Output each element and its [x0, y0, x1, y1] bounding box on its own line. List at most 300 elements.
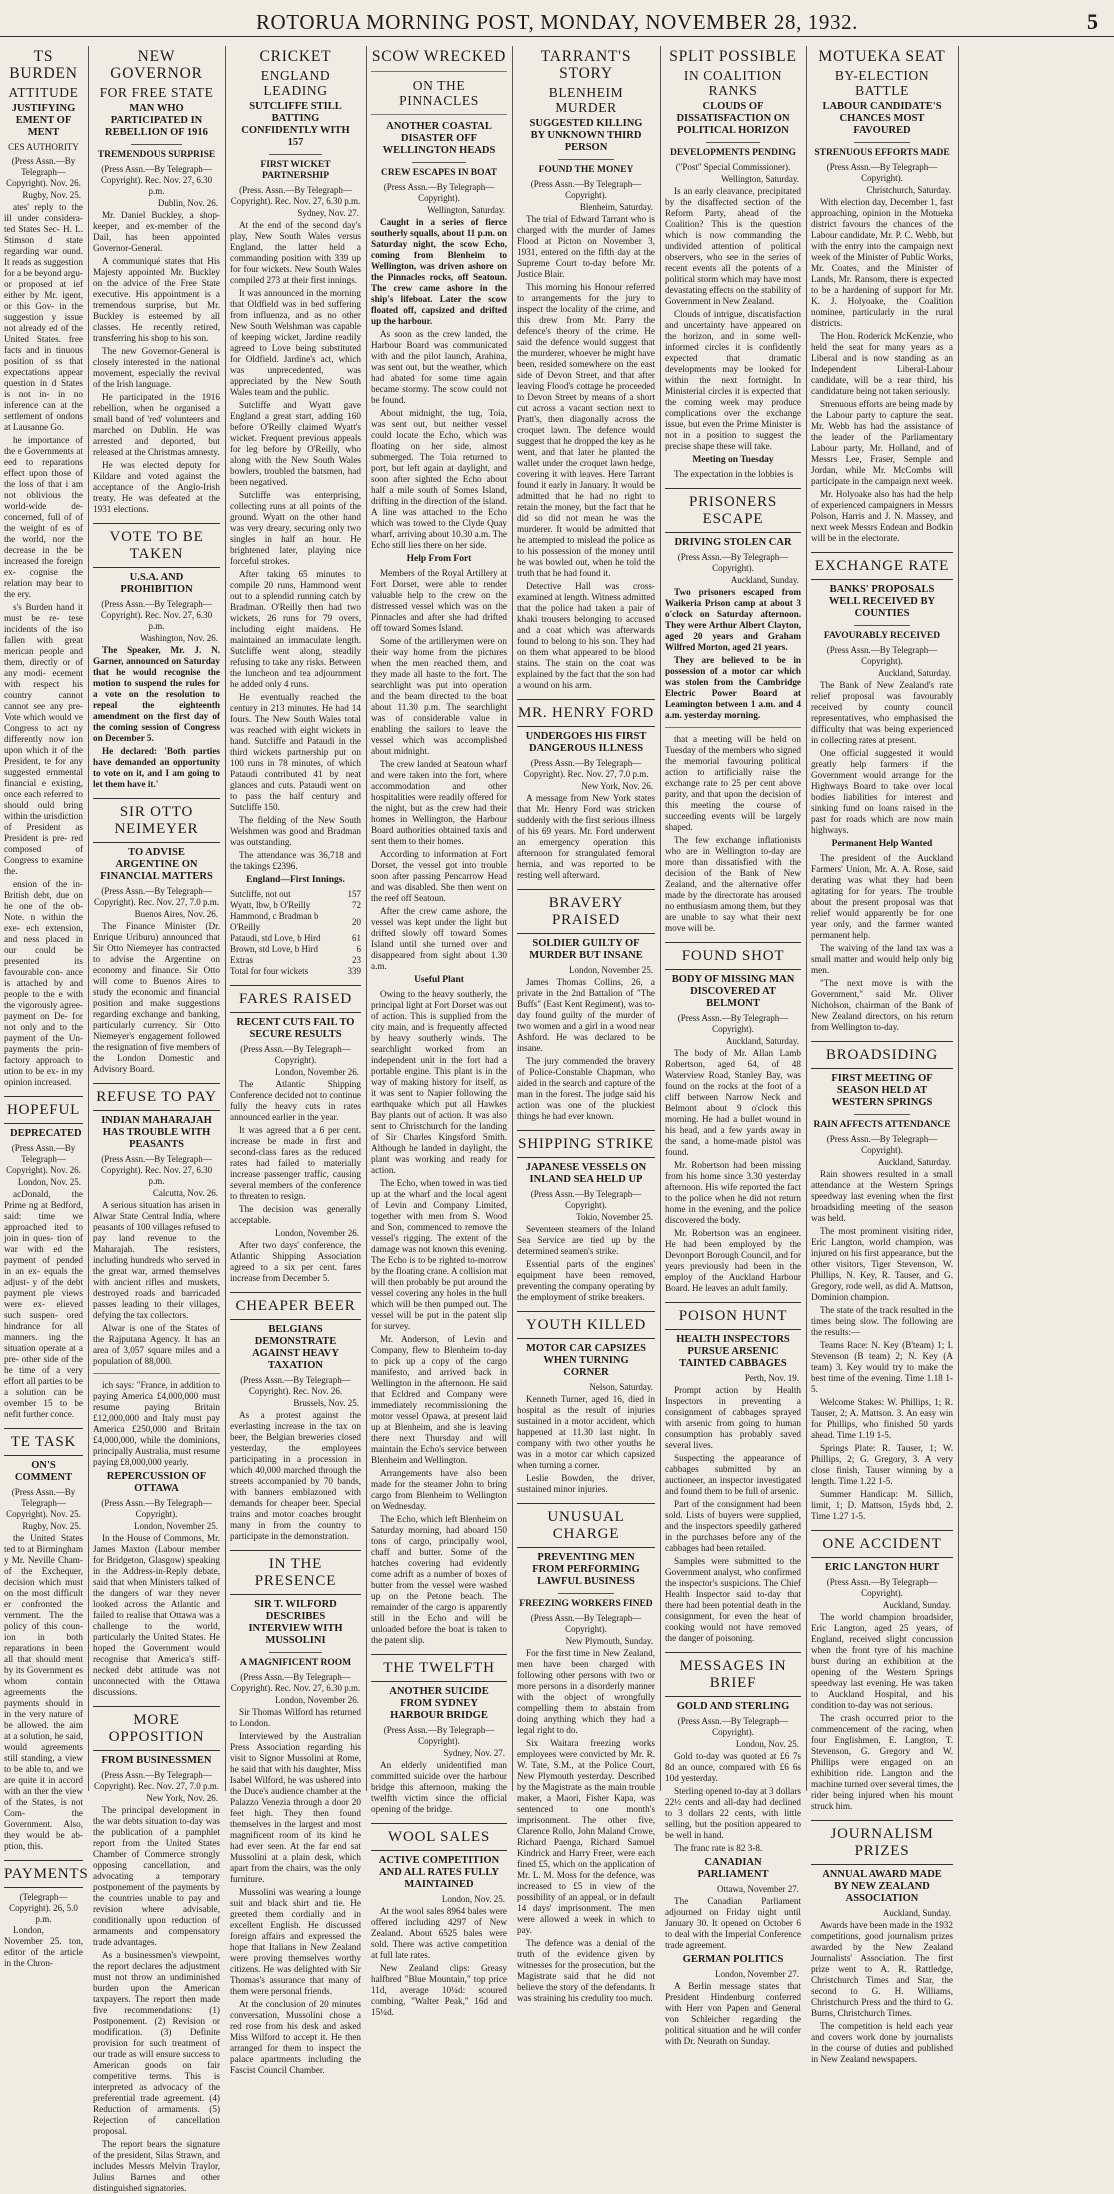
- runs: 6: [356, 944, 361, 954]
- press-credit: (Press Assn.—By Telegraph—Copyright).: [826, 645, 938, 666]
- section-headline: SIR OTTO NEIMEYER: [93, 798, 220, 843]
- deck: BODY OF MISSING MAN DISCOVERED AT BELMONT: [671, 974, 795, 1009]
- paragraph: As a protest against the everlasting increase in the tax on beer, the Belgian breweries closed yesterday, the employees participating in a procession in which 40,000 marched through the streets accompanied by 70 bands, with banners emblazoned with demands for cheaper beer. Special trains and motor coaches brought many in from the country to participate in the demonstration.: [230, 1410, 361, 1541]
- runs: 72: [352, 900, 361, 910]
- dateline: London, Nov. 25.: [441, 1894, 505, 1904]
- deck: SIR T. WILFORD DESCRIBES INTERVIEW WITH MUSSOLINI: [248, 1599, 343, 1646]
- section-headline: CHEAPER BEER: [230, 1292, 361, 1320]
- dateline: Dublin, Nov. 26.: [157, 198, 218, 208]
- press-credit: (Press Assn.—By Telegraph—Copyright). Rec. Nov. 27, 6.30 p.m.: [100, 1154, 213, 1186]
- crosshead: Useful Plant: [414, 975, 464, 985]
- crosshead: FREEZING WORKERS FINED: [519, 1599, 653, 1609]
- dateline: Nelson, Saturday.: [589, 1382, 653, 1392]
- paragraph: The few exchange inflationists who are in Wellington to-day are more than dissatisfied with the decision of the Bank of New Zealand, and the alternative offer made by the directorate has aroused no enthusiasm among them, but they are unable to say what their next move will be.: [665, 835, 801, 933]
- deck: DRIVING STOLEN CAR: [674, 537, 792, 548]
- paragraph: This morning his Honour referred to arrangements for the jury to inspect the locality of the crime, and this drew from Mr. Parry the defence's theory of the crime. He said the defence would suggest that the murderer, whoever he might have been, resided somewhere on the east side of Devon Street, and that after leaving Flood's cottage he proceeded to Devon Street by means of a short cut across a vacant section next to Pratt's, then diagonally across the croquet lawn. The defence would suggest that he dropped the key as he went, and that later he planted the wallet under the croquet lawn hedge, covering it with leaves. Here Tarrant found it early in January. It would be admitted that he had no right to retain the money, but the fact that he did so did not mean he was the murderer. It would be admitted that he attempted to mislead the police as to his possession of the money until he was bowled out, when he told the truth that he had found it.: [517, 282, 655, 578]
- press-credit: (Press Assn.—By Telegraph—Copyright).: [826, 1577, 938, 1598]
- press-credit: CES AUTHORITY: [8, 142, 79, 152]
- column-5: [513, 46, 659, 2003]
- subheadline: BLENHEIM MURDER: [548, 85, 624, 115]
- crosshead: CREW ESCAPES IN BOAT: [380, 168, 498, 178]
- headline: MOTUEKA SEAT: [818, 48, 946, 65]
- paragraph: He participated in the 1916 rebellion, when he organised a small band of 'red' volunteers and marched on Dublin. He was arrested and deported, but released at the Christmas amnesty.: [93, 392, 220, 457]
- press-credit: (Press Assn.—By Telegraph—Copyright).: [240, 1044, 351, 1065]
- lead-paragraph: He declared: 'Both parties have demanded an opportunity to vote on it, and I am going to let them have it.': [93, 746, 220, 789]
- section-headline: WOOL SALES: [371, 1823, 507, 1851]
- paragraph: Some of the artillerymen were on their way home from the pictures when the men reached them, and they made all haste to the fort. The searchlight was put into operation and the beam directed to the boat about 11.30 p.m. The searchlight was of considerable value in enabling the sailors to leave the vessel which was accomplished about midnight.: [371, 636, 507, 756]
- runs: 339: [347, 966, 361, 976]
- paragraph: Springs Plate: R. Tauser, 1; W. Phillips, 2; G. Gregory, 3. A very close finish, Tauser winning by a length. Time 1.22 1-5.: [811, 1443, 953, 1486]
- headline: CRICKET: [259, 48, 332, 65]
- batsman: Brown, std Love, b Hird: [230, 944, 318, 954]
- section-headline: PAYMENTS: [4, 1860, 83, 1888]
- paragraph: He eventually reached the century in 213 minutes. He had 14 fours. The New South Wales total was reached with eight wickets in hand. Sutcliffe and Pataudi in the third wickets partnership put on 100 runs in 78 minutes, of which Pataudi contributed 41 by neat glances and cuts. Pataudi went on to pass the half century and Sutcliffe 150.: [230, 692, 361, 812]
- paragraph: ich says: "France, in addition to paying America £4,000,000 must resume paying Britain £12,000,000 and Italy must pay America £250,000 and Britain £4,000,000, while the dominions, principally Australia, must resume paying £8,000,000 yearly.: [93, 1380, 220, 1467]
- paragraph: Sir Thomas Wilford has returned to London.: [230, 1707, 361, 1728]
- paragraph: A serious situation has arisen in Alwar State Central India, where peasants of 100 villages refused to pay land revenue to the Maharajah. The resisters, including hundreds who served in the great war, armed themselves with ancient rifles and muskets, destroyed roads and barricaded passes leading to their villages, defying the tax collectors.: [93, 1200, 220, 1320]
- paragraph: Samples were submitted to the Government analyst, who confirmed the inspector's suspicions. The Chief Health Inspector said to-day that there had been potential death in the consignment, for even the heat of cooking would not have removed the danger of poisoning.: [665, 1556, 801, 1643]
- column-1: [0, 46, 89, 1968]
- section-headline: BROADSIDING: [811, 1041, 953, 1069]
- divider: [93, 1373, 220, 1374]
- paragraph: Leslie Bowden, the driver, sustained minor injuries.: [517, 1473, 655, 1494]
- column-4: [367, 46, 511, 2017]
- paragraph: Prompt action by Health Inspectors in preventing a consignment of cabbages sprayed with arsenic from going to human consumption has probably saved several lives.: [665, 1385, 801, 1450]
- lead-paragraph: Caught in a series of fierce southerly squalls, about 11 p.m. on Saturday night, the scow Echo, coming from Blenheim to Wellington, was driven ashore on the Pinnacles rocks, off Seatoun. The crew came ashore in the ship's lifeboat. Later the scow floated off, capsized and drifted up the harbour.: [371, 217, 507, 326]
- lead-paragraph: They are believed to be in possession of a motor car which was stolen from the Cambridge Electric Power Board at Leamington between 1 a.m. and 4 a.m. yesterday morning.: [665, 655, 801, 720]
- press-credit: ("Post" Special Commissioner).: [675, 162, 791, 172]
- deck: MAN WHO PARTICIPATED IN REBELLION OF 1916: [105, 103, 208, 138]
- subheadline: FOR FREE STATE: [99, 85, 214, 100]
- divider: [665, 727, 801, 728]
- page-number: 5: [1087, 9, 1098, 34]
- paragraph: London, November 25. ton, editor of the article in the Chron-: [4, 1925, 83, 1968]
- masthead-title: ROTORUA MORNING POST, MONDAY, NOVEMBER 28, 1932.: [255, 10, 859, 34]
- divider: [558, 159, 613, 160]
- headline: SPLIT POSSIBLE: [669, 48, 797, 65]
- press-credit: (Press Assn.—By Telegraph—Copyright). Nov. 25.: [6, 1487, 81, 1519]
- section-headline: MR. HENRY FORD: [517, 699, 655, 727]
- paragraph: The attendance was 36,718 and the takings £2396.: [230, 850, 361, 871]
- press-credit: (Press Assn.—By Telegraph—Copyright). Nov. 26.: [6, 156, 81, 188]
- deck: LABOUR CANDIDATE'S CHANCES MOST FAVOURED: [822, 101, 942, 136]
- press-credit: (Press Assn.—By Telegraph—Copyright). Rec. Nov. 27, 6.30 p.m.: [230, 1672, 361, 1693]
- paragraph: that a meeting will be held on Tuesday of the members who signed the memorial favouring political action to artificially raise the exchange rate to 25 per cent above parity, and that upon the decision of this meeting the course of succeeding events will be largely shaped.: [665, 734, 801, 832]
- paragraph: Strenuous efforts are being made by the Labour party to capture the seat. Mr. Webb has had the assistance of the leader of the Parliamentary Labour party, Mr. Holland, and of Messrs Lee, Fraser, Semple and Jordan, while Mr. McCombs will participate in the campaign next week.: [811, 399, 953, 486]
- press-credit: (Press Assn.—By Telegraph—Copyright). Rec. Nov. 27, 6.30 p.m.: [100, 599, 213, 631]
- dateline: Buenos Aires, Nov. 26.: [134, 909, 218, 919]
- deck: SUGGESTED KILLING BY UNKNOWN THIRD PERSON: [529, 118, 643, 153]
- deck: ANOTHER SUICIDE FROM SYDNEY HARBOUR BRIDGE: [389, 1686, 489, 1721]
- crosshead: STRENUOUS EFFORTS MADE: [814, 148, 950, 158]
- paragraph: Part of the consignment had been sold. Lists of buyers were supplied, and the inspectors speedily gathered in the purchases before any of the cabbages had been retailed.: [665, 1499, 801, 1553]
- paragraph: As a businessmen's viewpoint, the report declares the adjustment must not throw an undiminished burden upon the American taxpayers. The report then made five recommendations: (1) Postponement. (2) Revision or modification. (3) Definite provision for such treatment of our trade as will ensure success to American goods on fair competitive terms. This is interpreted as advocacy of the preferential trade agreement. (4) Reduction of armaments. (5) Rejection of cancellation proposal.: [93, 1950, 220, 2136]
- press-credit: (Press Assn.—By Telegraph—Copyright). Rec. Nov. 26.: [240, 1375, 351, 1396]
- paragraph: Sutcliffe was enterprising, collecting runs at all points of the ground. Wyatt on the other hand was very dreary, securing only two singles in half an hour. He brightened later, playing nice forceful strokes.: [230, 490, 361, 566]
- paragraph: Alwar is one of the States of the Rajputana Agency. It has an area of 3,057 square miles and a population of 88,000.: [93, 1323, 220, 1366]
- paragraph: acDonald, the Prime ng at Bedford, said: time we approached ited to join in ques- tion of war with ed the payment of pended in an ex- equals the adjust- y of the debt payment ple views were ex- elieved such suspen- ored hindrance for all manners. ing the situation operate at a pre- other side of the he time of a very effort all parties to be a solution can be ovember 15 to be nefit further conce.: [4, 1189, 83, 1419]
- section-headline: EXCHANGE RATE: [811, 552, 953, 580]
- column-2: [89, 46, 224, 2193]
- deck: INDIAN MAHARAJAH HAS TROUBLE WITH PEASANTS: [101, 1115, 212, 1150]
- deck: PREVENTING MEN FROM PERFORMING LAWFUL BUSINESS: [532, 1552, 640, 1587]
- dateline: Auckland, Sunday.: [882, 1908, 951, 1918]
- press-credit: (Press Assn.—By Telegraph—Copyright).: [826, 1134, 938, 1155]
- section-headline: HOPEFUL: [4, 1096, 83, 1124]
- dateline: Rugby, Nov. 25.: [22, 1521, 81, 1531]
- paragraph: Teams Race: N. Key (B'team) 1; I. Stevenson (B team) 2; N. Key (A team) 3. Key would try to make the best time of the evening. Time 1.18 1-5.: [811, 1340, 953, 1394]
- paragraph: New Zealand clips: Greasy halfbred "Blue Mountain," top price 11d, average 10¼d: scoured combing, "Walter Peak," 16d and 15¼d.: [371, 1963, 507, 2017]
- deck: HEALTH INSPECTORS PURSUE ARSENIC TAINTED CABBAGES: [676, 1334, 790, 1369]
- deck: RECENT CUTS FAIL TO SECURE RESULTS: [236, 1017, 355, 1040]
- press-credit: (Press Assn.—By Telegraph—Copyright). Rec. Nov. 27, 6.30 p.m.: [100, 164, 213, 196]
- divider: [854, 625, 911, 626]
- dateline: Rugby, Nov. 25.: [22, 190, 81, 200]
- paragraph: In the House of Commons, Mr. James Maxton (Labour member for Bridgeton, Glasgow) speaking in the Address-in-Reply debate, said that when Ministers talked of the dangers of war they never looked across the Atlantic and failed to realise that Ottawa was a challenge to the world, particularly the United States. He hoped the Government would recognise that America's stiff-necked debt attitude was not unconnected with the Ottawa discussions.: [93, 1533, 220, 1697]
- paragraph: Welcome Stakes: W. Phillips, 1; R. Tauser, 2; A. Mattson. 3. An easy win for Phillips, who finished 50 yards ahead. Time 1.19 1-5.: [811, 1397, 953, 1440]
- paragraph: The competition is held each year and covers work done by journalists in the course of duties and published in New Zealand newspapers.: [811, 2021, 953, 2064]
- press-credit: (Press Assn.—By Telegraph—Copyright). Rec. Nov. 27, 7.0 p.m.: [94, 1770, 219, 1791]
- dateline: Auckland, Sunday.: [730, 575, 799, 585]
- paragraph: The waiving of the land tax was a small matter and would help only big men.: [811, 943, 953, 975]
- paragraph: The Echo, which left Blenheim on Saturday morning, had aboard 150 tons of cargo, principally wool, chaff and butter. Some of the hatches covering had evidently come adrift as a number of boxes of butter from the vessel were washed up on the Petone beach. The remainder of the cargo is apparently still in the Echo and will be unloaded before the boat is taken to the patent slip.: [371, 1514, 507, 1645]
- paragraph: Rain showers resulted in a small attendance at the Western Springs speedway last evening when the first broadsiding meeting of the season was held.: [811, 1169, 953, 1223]
- paragraph: The new Governor-General is closely interested in the national movement, especially the revival of the Irish language.: [93, 346, 220, 389]
- crosshead: RAIN AFFECTS ATTENDANCE: [813, 1120, 951, 1130]
- deck: JUSTIFYING EMENT OF MENT: [11, 103, 76, 138]
- dateline: Christchurch, Saturday.: [866, 185, 951, 195]
- paragraph: An elderly unidentified man committed suicide over the harbour bridge this afternoon, making the twelfth victim since the official opening of the bridge.: [371, 1760, 507, 1814]
- deck: MOTOR CAR CAPSIZES WHEN TURNING CORNER: [526, 1343, 646, 1378]
- press-credit: (Telegraph—Copyright). 26, 5.0 p.m.: [9, 1892, 78, 1924]
- paragraph: The principal development in the war debts situation to-day was the publication of a pamphlet report from the United States Chamber of Commerce strongly opposing cancellation, and advocating a temporary postponement of the payments by the countries unable to pay and revision where advisable, conditionally upon reduction of armaments and compensatory trade advantages.: [93, 1805, 220, 1947]
- deck: DEPRECATED: [10, 1128, 82, 1139]
- column-7: [807, 46, 957, 2064]
- dateline: London, November 27.: [715, 1969, 799, 1979]
- crosshead: Permanent Help Wanted: [831, 839, 933, 849]
- paragraph: The Canadian Parliament adjourned on Friday night until January 30. It opened on October 6 to deal with the Imperial Conference trade agreement.: [665, 1896, 801, 1950]
- paragraph: A Berlin message states that President Hindenburg conferred with Herr von Papen and General von Schleicher regarding the political situation and he will confer with Dr. Neurath on Sunday.: [665, 1981, 801, 2046]
- paragraph: With election day, December 1, fast approaching, opinion in the Motueka district favours the chances of the Labour candidate, Mr. P. C. Webb, but with the entry into the campaign next week of the Minister of Public Works, Mr. Coates, and the Minister of Lands, Mr. Ransom, there is expected to be a hardening of support for Mr. K. J. Holyoake, the Coalition nominee, particularly in the rural districts.: [811, 197, 953, 328]
- paragraph: Six Waitara freezing works employees were convicted by Mr. R. W. Tate, S.M., at the Police Court, New Plymouth yesterday. Described by the Magistrate as the main trouble maker, a Maori, Fisher Kapa, was sentenced to one month's imprisonment. The other five, Clarence Rollo, John Maland Crowe, Richard Paenga, Richard Samuel Kindrick and Harry Freer, were each fined £5, which on the application of Mr. L. M. Moss for the defence, was increased to £5 in view of the possibility of an appeal, or in default 14 days' imprisonment. The men were allowed a week in which to pay.: [517, 1738, 655, 1935]
- paragraph: As soon as the crew landed, the Harbour Board was communicated with and the pilot launch, Arahina, was sent out, but the weather, which had abated for some time again became stormy. The scow could not be found.: [371, 329, 507, 405]
- lead-paragraph: Two prisoners escaped from Waikeria Prison camp at about 3 o'clock on Saturday afternoon. They were Arthur Albert Clayton, aged 20 years and Graham Wilfred Morton, aged 21 years.: [665, 587, 801, 652]
- paragraph: ension of the in- British debt, due on he one of the ob- Note. n within the exe- ech extension, and ness placed in our could be presented its favourable con- ance is attached by and people to the e with the vigorously agree- payment on De- for not only and to the payment of the Un- payments the prin- factory approach to ution to be ex- in my opinion increased.: [4, 879, 83, 1087]
- subheadline: BY-ELECTION BATTLE: [834, 68, 930, 98]
- press-credit: (Press Assn.—By Telegraph—Copyright).: [826, 162, 938, 183]
- dateline: Perth, Nov. 19.: [744, 1373, 799, 1383]
- section-headline: JOURNALISM PRIZES: [811, 1820, 953, 1865]
- divider: [371, 71, 507, 72]
- paragraph: The Echo, when towed in was tied up at the wharf and the local agent of Levin and Company Limited, together with men from S. Wood and Son, commenced to remove the vessel's rigging. The extent of the damage was not known this evening. The Echo is to be righted to-morrow by the floating crane. A collision mat will then probably be put around the vessel covering any holes in the hull which will be then pumped out. The vessel will be put in the patent slip for survey.: [371, 1178, 507, 1331]
- deck: BELGIANS DEMONSTRATE AGAINST HEAVY TAXATION: [252, 1324, 339, 1371]
- dateline: New Plymouth, Sunday.: [565, 1636, 653, 1646]
- paragraph: Arrangements have also been made for the steamer John to bring cargo from Blenheim to Wellington on Wednesday.: [371, 1468, 507, 1511]
- crosshead: Meeting on Tuesday: [692, 455, 774, 465]
- crosshead: FIRST WICKET PARTNERSHIP: [260, 160, 331, 181]
- deck: CANADIAN PARLIAMENT: [697, 1857, 769, 1880]
- scorecard-row: [230, 933, 361, 944]
- columns: [0, 46, 1114, 2193]
- deck: ACTIVE COMPETITION AND ALL RATES FULLY MAINTAINED: [378, 1855, 500, 1890]
- press-credit: (Press Assn.—By Telegraph—Copyright).: [530, 1613, 642, 1634]
- paragraph: For the first time in New Zealand, men have been charged with following other persons with two or more persons in a disorderly manner with the object of wrongfully compelling them to abstain from doing anything which they had a legal right to do.: [517, 1648, 655, 1735]
- batsman: Sutcliffe, not out: [230, 889, 291, 899]
- section-headline: MORE OPPOSITION: [93, 1706, 220, 1751]
- paragraph: Mr. Holyoake also has had the help of experienced campaigners in Messrs Polson, Harris and J. N. Massey, and next week Messrs Endean and Bodkin will be in the electorate.: [811, 489, 953, 543]
- paragraph: The Bank of New Zealand's rate relief proposal was favourably received by county council representatives, who emphasised the difficulty that was being experienced in collecting rates at present.: [811, 680, 953, 745]
- section-headline: ONE ACCIDENT: [811, 1530, 953, 1558]
- dateline: Brussels, Nov. 25.: [293, 1398, 359, 1408]
- section-headline: FARES RAISED: [230, 985, 361, 1013]
- headline: TS BURDEN: [9, 48, 78, 82]
- paragraph: The Hon. Roderick McKenzie, who held the seat for many years as a Liberal and is now standing as an Independent Liberal-Labour candidate, will be a rear third, his candidature being not taken seriously.: [811, 331, 953, 396]
- divider: [131, 144, 182, 145]
- crosshead: DEVELOPMENTS PENDING: [670, 148, 796, 158]
- paragraph: The Atlantic Shipping Conference decided not to continue fully the heavy cuts in rates announced earlier in the year.: [230, 1079, 361, 1122]
- press-credit: (Press Assn.—By Telegraph—Copyright). Nov. 26.: [6, 1143, 81, 1175]
- subheadline: ON THE PINNACLES: [399, 78, 479, 108]
- scorecard-row: [230, 889, 361, 900]
- paragraph: James Thomas Collins, 26, a private in the 2nd Battalion of "The Buffs" (East Kent Regiment), was to-day found guilty of the murder of two women and a girl in a wood near Ashford. He was declared to be insane.: [517, 977, 655, 1053]
- paragraph: At the conclusion of 20 minutes conversation, Mussolini chose a red rose from his desk and asked Miss Wilford to accept it. He then arranged for them to inspect the palace apartments including the Fascist Council Chamber.: [230, 1999, 361, 2075]
- paragraph: Mr. Robertson was an engineer. He had been employed by the Devonport Borough Council, and for years previously had been in the employ of the Auckland Harbour Board. He leaves an adult family.: [665, 1228, 802, 1293]
- divider: [269, 154, 321, 155]
- masthead: [0, 6, 1114, 37]
- paragraph: It was announced in the morning that Oldfield was in bed suffering from influenza, and as no other New South Welshman was capable of keeping wicket, Jardine readily agreed to Love being substituted for Oldfield. Jardine's act, which was unprecedented, was appreciated by the New South Wales team and the public.: [230, 288, 361, 397]
- dateline: Blenheim, Saturday.: [579, 202, 653, 212]
- deck: GERMAN POLITICS: [682, 1954, 784, 1965]
- paragraph: Awards have been made in the 1932 competitions, good journalism prizes awarded by the New Zealand Journalists' Association. The first prize went to A. R. Rattledge, Christchurch Times and Star, the second to G. H. Williams, Christchurch Press and the third to G. Burns, Christchurch Times.: [811, 1920, 953, 2018]
- batsman: Wyatt, lbw, b O'Reilly: [230, 900, 311, 910]
- deck: TO ADVISE ARGENTINE ON FINANCIAL MATTERS: [100, 847, 213, 882]
- crosshead: TREMENDOUS SURPRISE: [97, 150, 216, 160]
- paragraph: A message from New York states that Mr. Henry Ford was stricken suddenly with the first serious illness of his 69 years. Mr. Ford underwent an emergency operation this afternoon for strangulated femoral hernia, and was reported to be resting well afterward.: [517, 793, 655, 880]
- paragraph: The most prominent visiting rider, Eric Langton, world champion, was injured on his first appearance, but the other visitors, Tiger Stevenson, W. Phillips, N. Key, R. Tauser, and G. Gregory, rode well, as did A. Mattson, Dominion champion.: [811, 1226, 953, 1302]
- press-credit: (Press Assn.—By Telegraph—Copyright).: [530, 1189, 642, 1210]
- dateline: Wellington, Saturday.: [721, 174, 799, 184]
- paragraph: He was elected deputy for Kildare and voted against the acceptance of the Anglo-Irish treaty. He was defeated at the 1931 elections.: [93, 460, 220, 514]
- section-headline: THE TWELFTH: [371, 1654, 507, 1682]
- deck: ON'S COMMENT: [14, 1460, 73, 1483]
- column-3: [226, 46, 365, 2075]
- scorecard-row: [230, 966, 361, 977]
- paragraph: About midnight, the tug, Toia, was sent out, but neither vessel could locate the Echo, which was floating on her side, almost submerged. The Toia returned to port, but left again at daylight, and soon after sighted the Echo about half a mile south of Somes Island, drifting in the direction of the island. A line was attached to the Echo which was towed to the Clyde Quay wharf, arriving about 10.30 a.m. The Echo still lies there on her side.: [371, 408, 507, 550]
- paragraph: Mr. Daniel Buckley, a shop-keeper, and ex-member of the Dail, has been appointed Governor-General.: [93, 210, 220, 253]
- deck: GOLD AND STERLING: [676, 1701, 790, 1712]
- subheadline: ENGLAND LEADING: [260, 68, 331, 98]
- divider: [706, 142, 760, 143]
- paragraph: The world champion broadsider, Eric Langton, aged 25 years, of England, received slight concussion when the front tyre of his machine burst during an exhibition at the opening of the Western Springs speedway last evening. He was taken to Auckland Hospital, and his condition to-day was not serious.: [811, 1612, 953, 1710]
- divider: [269, 1652, 321, 1653]
- dateline: Auckland, Saturday.: [725, 1036, 799, 1046]
- dateline: London, November 26.: [275, 1228, 359, 1238]
- paragraph: Mr. Robertson had been missing from his home since 3.30 yesterday afternoon. His wife reported the fact to the police when he did not return home in the evening, and the police discovered the body.: [665, 1160, 801, 1225]
- paragraph: he importance of the e Governments at eed to reparations effect upon those of the loss of that i am not oblivious the world-wide de- concerned, full of of the weight of es of the world, nor the decrease in the be increased the foreign ex- cognise the relation may bear to the ery.: [4, 435, 83, 599]
- scorecard-row: [230, 944, 361, 955]
- paragraph: The body of Mr. Allan Lamb Robertson, aged 64, of 48 Waterview Road, Stanley Bay, was found on the rocks at the foot of a cliff between Narrow Neck and Belmont about 9 o'clock this morning. He had a bullet wound in his head, and a few yards away in the sand, a home-made pistol was found.: [665, 1048, 801, 1157]
- paragraph: The fielding of the New South Welshmen was good and Bradman was outstanding.: [230, 815, 361, 847]
- paragraph: The trial of Edward Tarrant who is charged with the murder of James Flood at Picton on November 3, 1931, entered on the fifth day at the Supreme Court to-day before Mr. Justice Blair.: [517, 214, 655, 279]
- paragraph: the United States ted to at Birmingham y Mr. Neville Cham- of the Exchequer, decision which must on the most difficult er confronted the vernment. The the policy of this coun- ion in both reparations in been all that should ment by its Government es whom contain agreements the payments should in in the very nature of be allowed. the aim at a solution, he said, would agreements still standing, a view to be able to, and we are quite it in accord with an ther the view of the States, is not Com- the Government. Also, they would be ab- ption, this.: [4, 1533, 83, 1851]
- deck: JAPANESE VESSELS ON INLAND SEA HELD UP: [525, 1162, 647, 1185]
- runs: 61: [352, 933, 361, 943]
- paragraph: s's Burden hand it must be re- tese incidents of the iso fallen with great merican people and them, directly or of any modi- ecement with respect his country cannot cannot see any pre- Vote which would ve Congress to act ny differently now ion upon which it of the President, te for any suggested ernmental financial e existing, once each referred to should ould bring within the urisdiction of President as President is pre- red composed of Congress to examine the.: [4, 602, 83, 876]
- paragraph: Mussolini was wearing a lounge suit and black shirt and tie. He greeted them cordially and in excellent English. He discussed foreign affairs and expressed the hope that Italians in New Zealand were proving themselves worthy citizens. He was delighted with Sir Thomas's assurance that many of them were personal friends.: [230, 1887, 361, 1996]
- dateline: Auckland, Sunday.: [882, 1600, 951, 1610]
- crosshead: Help From Fort: [406, 554, 472, 564]
- dateline: Sydney, Nov. 27.: [297, 208, 359, 218]
- paragraph: After the crew came ashore, the vessel was kept under the light but drifted slowly off toward Somes Island until she turned over and disappeared from sight about 1.30 a.m.: [371, 906, 507, 971]
- paragraph: After two days' conference, the Atlantic Shipping Association agreed to a six per cent. fares increase from December 5.: [230, 1240, 361, 1283]
- column-6: [661, 46, 805, 2046]
- section-headline: PRISONERS ESCAPE: [665, 488, 801, 533]
- press-credit: (Press Assn.—By Telegraph—Copyright).: [677, 1716, 789, 1737]
- section-headline: YOUTH KILLED: [517, 1311, 655, 1339]
- paragraph: Gold to-day was quoted at £6 7s 8d an ounce, compared with £6 6s 10d yesterday.: [665, 1751, 801, 1783]
- dateline: Sydney, Nov. 27.: [443, 1748, 505, 1758]
- paragraph: Essential parts of the engines' equipment have been removed, preventing the company operating by the employment of strike breakers.: [517, 1259, 655, 1302]
- paragraph: The crash occurred prior to the commencement of the racing, when four Englishmen, E. Langton, T. Stevenson, G. Gregory and W. Phillips were engaged on an exhibition ride. Langton and the machine turned over several times, the rider being injured when his mount struck him.: [811, 1713, 953, 1811]
- section-headline: MESSAGES IN BRIEF: [665, 1652, 801, 1697]
- paragraph: Mr. Anderson, of Levin and Company, flew to Blenheim to-day to pick up a copy of the cargo manifesto, and arrived back in Wellington in the afternoon. He said that Ecldred and Company were immediately recommissioning the motor vessel Opawa, at present laid up at Blenheim, and she is leaving there next Thursday and will maintain the Echo's service between Blenheim and Wellington.: [371, 1334, 507, 1465]
- paragraph: Is an early cleavance, precipitated by the disaffected section of the Reform Party, ahead of the Coalition? This is the question which is now commanding the undivided attention of political observers, who see in the series of recent events all the potents of a political storm which may have most devastating effects on the stability of Government in New Zealand.: [665, 186, 802, 306]
- paragraph: After taking 65 minutes to compile 20 runs, Hammond went out to a splendid running catch by Bradman. O'Reilly then had two wickets, 26 runs for 79 overs, including eight maidens. He maintained an immaculate length. Sutcliffe went along, steadily refusing to take any risks. Between the luncheon and tea adjournment he added only 4 runs.: [230, 569, 361, 689]
- dateline: Wellington, Saturday.: [427, 205, 505, 215]
- crosshead: A MAGNIFICENT ROOM: [239, 1658, 352, 1668]
- paragraph: "The next move is with the Government," said Mr. Oliver Nicholson, chairman of the Bank of New Zealand directors, on his return from Wellington to-day.: [811, 978, 953, 1032]
- paragraph: The jury commended the bravery of Police-Constable Chapman, who aided in the search and capture of the man in the forest. The judge said his action was one of the pluckiest things he had ever known.: [517, 1056, 655, 1121]
- divider: [558, 1593, 613, 1594]
- deck: CLOUDS OF DISSATISFACTION ON POLITICAL HORIZON: [676, 101, 790, 136]
- paragraph: ates' reply to the ill under considera- ted States Sec- H. L. Stimson d state regarding war ound. It reads as suggestion for a be beyond argu- or proposed at ief either by Mr. igent, or this Gov- in the suggestion y issue not already ed of the United States. free facts and in tinuous position of ss that expectations appear question in d States is not in- in no inference can at the settlement of ondons at Lausanne Go.: [4, 202, 83, 432]
- deck: ANOTHER COASTAL DISASTER OFF WELLINGTON HEADS: [382, 121, 496, 156]
- dateline: New York, Nov. 26.: [581, 781, 653, 791]
- deck: SOLDIER GUILTY OF MURDER BUT INSANE: [529, 938, 643, 961]
- divider: [854, 1114, 911, 1115]
- dateline: Calcutta, Nov. 26.: [152, 1188, 218, 1198]
- press-credit: (Press Assn.—By Telegraph—Copyright).: [383, 182, 495, 203]
- press-credit: (Press. Assn.—By Telegraph—Copyright). Rec. Nov. 27, 6.30 p.m.: [230, 185, 361, 206]
- paragraph: The president of the Auckland Farmers' Union, Mr. A. A. Rose, said derating was what they had been agitating for for years. The trouble about the present proposal was that relief would apparently be for one year only, and the farmer wanted permanent help.: [811, 853, 953, 940]
- dateline: London, November 25.: [569, 965, 653, 975]
- section-headline: UNUSUAL CHARGE: [517, 1503, 655, 1548]
- paragraph: Seventeen steamers of the Inland Sea Service are tied up by the determined seamen's strike.: [517, 1224, 655, 1256]
- paragraph: At the end of the second day's play, New South Wales versus England, the latter held a commanding position with 339 up for four wickets. New South Wales compiled 273 at their first innings.: [230, 220, 361, 285]
- dateline: Washington, Nov. 26.: [140, 633, 218, 643]
- headline: SCOW WRECKED: [371, 48, 507, 65]
- batsman: Pataudi, std Love, b Hird: [230, 933, 321, 943]
- section-headline: REFUSE TO PAY: [93, 1083, 220, 1111]
- dateline: Auckland, Saturday.: [877, 1157, 951, 1167]
- batsman: Total for four wickets: [230, 966, 309, 976]
- section-headline: VOTE TO BE TAKEN: [93, 523, 220, 568]
- press-credit: (Press Assn.—By Telegraph—Copyright). Rec. Nov. 27, 7.0 p.m.: [523, 758, 649, 779]
- section-headline: TE TASK: [4, 1428, 83, 1456]
- press-credit: (Press Assn.—By Telegraph—Copyright).: [677, 552, 789, 573]
- press-credit: (Press Assn.—By Telegraph—Copyright).: [530, 179, 642, 200]
- paragraph: It was agreed that a 6 per cent. increase be made in first and second-class fares as the reduced rates had failed to materially increase passenger traffic, causing several members of the conference to threaten to resign.: [230, 1125, 361, 1201]
- paragraph: Summer Handicap: M. Sillich, limit, 1; D. Mattson, 15yds hbd, 2. Time 1.27 1-5.: [811, 1489, 953, 1521]
- batsman: Extras: [230, 955, 253, 965]
- deck: SUTCLIFFE STILL BATTING CONFIDENTLY WITH 157: [241, 101, 350, 148]
- runs: 23: [352, 955, 361, 965]
- batsman: Hammond, c Bradman b O'Reilly: [230, 911, 319, 932]
- deck: UNDERGOES HIS FIRST DANGEROUS ILLNESS: [525, 731, 647, 754]
- paragraph: Sterling opened to-day at 3 dollars 22½ cents and all-day had declined to 3 dollars 22 cents, with little selling, but the position appeared to be well in hand.: [665, 1786, 801, 1840]
- paragraph: The report bears the signature of the president, Silas Strawn, and includes Messrs Melvin Traylor, Julius Barnes and other distinguished signatories.: [93, 2139, 220, 2193]
- paragraph: The defence was a denial of the truth of the evidence given by witnesses for the prosecution, but the Magistrate said that he did not believe the story of the defendants. It was straining his credulity too much.: [517, 1938, 655, 2003]
- paragraph: According to information at Fort Dorset, the vessel got into trouble soon after passing Pencarrow Head and was disabled. She then went on the reef off Seatoun.: [371, 849, 507, 903]
- runs: 157: [347, 889, 361, 899]
- paragraph: Members of the Royal Artillery at Fort Dorset, were able to render valuable help to the crew on the distressed vessel which was on the Pinnacles and after she had drifted off toward Somes Island.: [371, 568, 507, 633]
- deck: FROM BUSINESSMEN: [101, 1755, 212, 1766]
- paragraph: Kenneth Turner, aged 16, died in hospital as the result of injuries sustained in a motor accident, which happened at 11.30 last night. In company with two other youths he was in a motor car which capsized when turning a corner.: [517, 1394, 655, 1470]
- runs: 20: [352, 916, 361, 927]
- scorecard-row: [230, 911, 361, 933]
- deck: ERIC LANGTON HURT: [824, 1562, 940, 1573]
- section-headline: BRAVERY PRAISED: [517, 889, 655, 934]
- dateline: London, November 25.: [134, 1521, 218, 1531]
- subheadline: ATTITUDE: [8, 85, 79, 100]
- deck: ANNUAL AWARD MADE BY NEW ZEALAND ASSOCIATION: [822, 1869, 942, 1904]
- dateline: London, Nov. 25.: [17, 1177, 81, 1187]
- dateline: New York, Nov. 26.: [146, 1793, 218, 1803]
- scorecard-row: [230, 955, 361, 966]
- dateline: Ottawa, November 27.: [717, 1884, 799, 1894]
- deck: FIRST MEETING OF SEASON HELD AT WESTERN SPRINGS: [831, 1073, 933, 1108]
- paragraph: At the wool sales 8964 bales were offered including 4297 of New Zealand. About 6525 bales were sold. There was active competition at full late rates.: [371, 1906, 507, 1960]
- press-credit: (Press Assn.—By Telegraph—Copyright).: [383, 1725, 495, 1746]
- dateline: Tokio, November 25.: [576, 1212, 653, 1222]
- dateline: London, November 26.: [275, 1695, 359, 1705]
- scorecard: [230, 889, 361, 977]
- paragraph: Owing to the heavy southerly, the principal light at Fort Dorset was out of action. This is supplied from the city main, and is frequently affected by heavy southerly winds. The searchlight worked from an independent unit in the fort had a portable engine. This plant is in the way of making history for itself, as it was sent to Napier following the earthquake which put all Hawkes Bay plants out of action. It was also sent to Christchurch for the landing of Sir Charles Kingsford Smith. Although he landed in daylight, the plant was working and ready for action.: [371, 989, 507, 1175]
- deck: REPERCUSSION OF OTTAWA: [106, 1471, 207, 1494]
- scorecard-row: [230, 900, 361, 911]
- crosshead: FOUND THE MONEY: [538, 165, 634, 175]
- paragraph: The crew landed at Seatoun wharf and were taken into the fort, where accommodation and other hospitalities were readily offered for the night, but as the crew had their homes in Wellington, the Harbour Board authorities obtained taxis and sent them to their homes.: [371, 759, 507, 846]
- deck: U.S.A. AND PROHIBITION: [120, 572, 193, 595]
- lead-paragraph: The Speaker, Mr. J. N. Garner, announced on Saturday that he would recognise the motion to suspend the rules for a vote on the resolution to repeal the eighteenth amendment on the first day of the coming session of Congress on December 5.: [93, 645, 220, 743]
- press-credit: (Press Assn.—By Telegraph—Copyright).: [101, 1498, 212, 1519]
- paragraph: The state of the track resulted in the times being slow. The following are the results:—: [811, 1305, 953, 1337]
- paragraph: Suspecting the appearance of cabbages submitted by an auctioneer, an inspector investigated and found them to be full of arsenic.: [665, 1453, 801, 1496]
- subheadline: IN COALITION RANKS: [683, 68, 783, 98]
- deck: BANKS' PROPOSALS WELL RECEIVED BY COUNTIES: [828, 584, 936, 619]
- dateline: Auckland, Saturday.: [877, 668, 951, 678]
- paragraph: The Finance Minister (Dr. Enrique Uriburu) announced that Sir Otto Niemeyer has contracted to advise the Argentine on economy and finance. Sir Otto will come to Buenos Aires to study the economic and financial position and make suggestions regarding exchange and banking, particularly currency. Sir Otto Niemeyer's engagement followed the resignation of five members of the London Domestic and Advisory Board.: [93, 921, 220, 1074]
- paragraph: One official suggested it would greatly help farmers if the Government would arrange for the Highways Board to take over local bodies liabilities for interest and sinking fund on loans raised in the past for roads which are now main highways.: [811, 748, 953, 835]
- press-credit: (Press Assn.—By Telegraph—Copyright). Rec. Nov. 27, 7.0 p.m.: [94, 886, 219, 907]
- crosshead: England—First Innings.: [246, 875, 345, 885]
- divider: [412, 162, 466, 163]
- divider: [371, 114, 507, 115]
- paragraph: Detective Hall was cross-examined at length. Witness admitted that the police had taken a pair of khaki trousers belonging to accused and a coat which was afterwards found to belong to his son. They had on them what appeared to be blood stains. The stain on the coat was explained by the fact that the son had a wound on his arm.: [517, 581, 656, 690]
- headline: TARRANT'S STORY: [540, 48, 632, 82]
- divider: [854, 142, 911, 143]
- dateline: London, Nov. 25.: [735, 1739, 799, 1749]
- paragraph: Clouds of intrigue, discatisfaction and uncertainty have appeared on the horizon, and in some well-informed circles it is confidently expected that dramatic developments may be looked for within the next fortnight. In Ministerial circles it is expected that the coming week may produce complications over the exchange issue, but even the Prime Minister is not in a position to suggest the precise shape these will take.: [665, 309, 801, 451]
- headline: NEW GOVERNOR: [110, 48, 203, 82]
- paragraph: Interviewed by the Australian Press Association regarding his visit to Signor Mussolini at Rome, he said that with his daughter, Miss Isabel Wilford, he was ushered into the Duce's audience chamber at the Palazzo Venezia through a door 20 feet high. They then found themselves in the largest and most magnificent room of its kind he had ever seen. At the far end sat Mussolini at a plain desk, which apart from the chairs, was the only furniture.: [230, 1731, 361, 1884]
- section-headline: IN THE PRESENCE: [230, 1550, 361, 1595]
- dateline: London, November 26.: [275, 1067, 359, 1077]
- crosshead: FAVOURABLY RECEIVED: [823, 631, 941, 641]
- section-headline: SHIPPING STRIKE: [517, 1130, 655, 1158]
- paragraph: The expectation in the lobbies is: [674, 469, 794, 479]
- paragraph: A communiqué states that His Majesty appointed Mr. Buckley on the advice of the Free State executive. His appointment is a tremendous surprise, but Mr. Buckley is esteemed by all classes. He recently retired, transferring his shop to his son.: [93, 256, 220, 343]
